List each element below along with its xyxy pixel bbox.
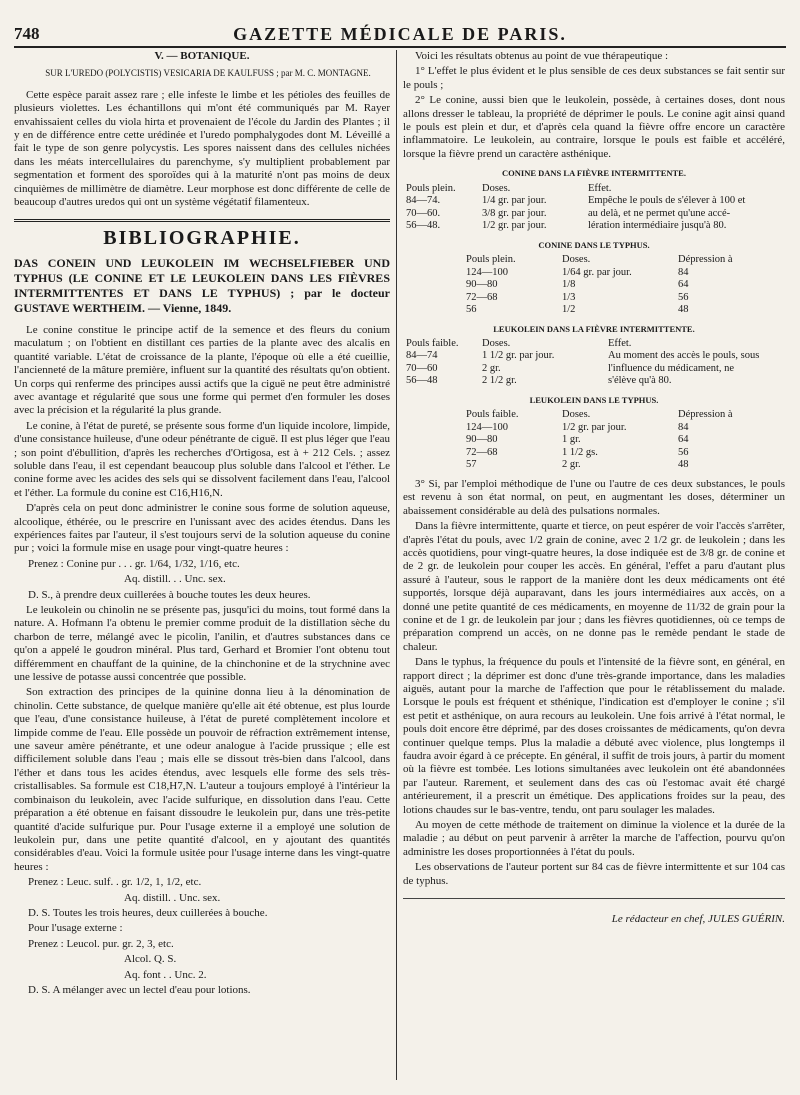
table-cell: 57: [466, 459, 477, 471]
editor-signature: Le rédacteur en chef, JULES GUÉRIN.: [611, 913, 785, 926]
table-title: LEUKOLEIN DANS LA FIÈVRE INTERMITTENTE.: [493, 323, 695, 334]
table-cell: 1/3: [562, 291, 576, 303]
page-header: [14, 24, 786, 48]
table-header: Pouls faible.: [466, 409, 519, 421]
table-row: [463, 304, 736, 317]
table-cell: 56: [678, 291, 689, 303]
table-title: LEUKOLEIN DANS LE TYPHUS.: [529, 394, 659, 405]
table-header-row: [403, 183, 748, 196]
botanique-paragraph: Cette espèce parait assez rare ; elle infeste le limbe et les pétioles des feuilles de plusieurs violettes. Les échantillons qui m'ont été communiqués par M. Rayer envahissaient celles du viola hirta et provenaient de l'école du Jardin des Plantes ; il y en de différence entre cette urédinée et l'uredo pomphalygodes dont M. Léveillé a fait le type de son genre polycystis. Les spores naissent dans des cellules nichées dans les méats intercellulaires du parenchyme, s'y multiplient probablement par segmentation et forment des sporoïdes qui à la maturité n'ont pas moins de deux cinquièmes de millimètre de diamètre. Leur morphose est donc différente de celle de beaucoup d'autres uredos qui ont un système végétatif filamenteux.: [14, 88, 390, 209]
double-rule: [14, 219, 390, 222]
table-cell: 72—68: [466, 291, 498, 303]
table-cell: 64: [678, 434, 689, 446]
table-cell: l'influence du médicament, ne: [608, 362, 735, 374]
table-row: [463, 447, 736, 460]
table-header-row: [403, 338, 762, 351]
table-header: Effet.: [588, 182, 612, 194]
prescription-line: Aq. distill. . . Unc. sex.: [124, 573, 226, 586]
table-cell: 84—74.: [406, 195, 441, 207]
paragraph: Dans la fièvre intermittente, quarte et tierce, on peut espérer de voir l'accès s'arrêter, d'après l'état du pouls, avec 1/2 grain de conine, avec 2 1/2 gr. de leukolein ; dans les accès quotidiens, pour vingt-quatre heures, la dose indiquée est de 3/8 gr. de conine et de 2 gr. de leukolein pour couper les accès. En général, l'effet a paru d'autant plus assuré à l'auteur, sous le rapport de la manière dont les deux médicaments ont été supportés, lorsque déjà auparavant, dans les jours intermédiaires aux accès, on a donné une petite quantité de ces médicaments, en moyenne de 11/32 de grain pour la conine et de 1 gr. de leukolein par jour ; dans les fièvres quotidiennes, où ce temps de préparation comprend un accès, on ne donne pas le remède pendant le stade de chaleur.: [403, 520, 785, 653]
table-row: [463, 422, 736, 435]
closing-rule: [403, 898, 785, 899]
paragraph: Le conine constitue le principe actif de la semence et des fleurs du conium maculatum ; on l'obtient en distillant ces parties de la plante avec des alcalis en quantité variable. L'état de croissance de la plante, l'époque où elle a été cueillie, l'ancienneté de la mâture première, influent sur la quantité des résultats qu'on obtient. Un corps qui renferme des principes aussi actifs que la ciguë ne peut être administré avec avantage et régularité que sous une forme qui permet d'en formuler les doses avec la précision et la régularité la plus grande.: [14, 323, 390, 417]
prescription-line: Prenez : Conine pur . . . gr. 1/64, 1/32, 1/16, etc.: [28, 557, 240, 570]
table-row: [463, 459, 736, 472]
table-cell: 3/8 gr. par jour.: [482, 207, 547, 219]
table-cell: 56: [678, 446, 689, 458]
table-row: [463, 279, 736, 292]
table-row: [403, 350, 762, 363]
prescription-line: D. S., à prendre deux cuillerées à bouche toutes les deux heures.: [28, 588, 311, 601]
table-cell: 1 gr.: [562, 434, 581, 446]
table-cell: 1 1/2 gr. par jour.: [482, 350, 555, 362]
prescription-line: D. S. A mélanger avec un lectel d'eau pour lotions.: [28, 983, 251, 996]
table-cell: Au moment des accès le pouls, sous: [608, 350, 760, 362]
page-number: 748: [14, 24, 40, 43]
table-cell: 2 gr.: [482, 362, 501, 374]
prescription-line: D. S. Toutes les trois heures, deux cuillerées à bouche.: [28, 906, 268, 919]
prescription-line: Aq. distill. . Unc. sex.: [124, 891, 221, 904]
table-row: [463, 292, 736, 305]
table-header-row: [463, 254, 736, 267]
journal-title: GAZETTE MÉDICALE DE PARIS.: [233, 24, 567, 44]
table-header-row: [463, 409, 736, 422]
table-cell: 56: [466, 304, 477, 316]
paragraph: Au moyen de cette méthode de traitement on diminue la violence et la durée de la maladie ; au début on peut parvenir à arrêter la marche de l'affection, pourvu qu'on administre les doses proportionnées à l'état du pouls.: [403, 819, 785, 858]
table-header: Doses.: [562, 254, 591, 266]
prescription-line: Prenez : Leucol. pur. gr. 2, 3, etc.: [28, 937, 174, 950]
table-row: [403, 363, 762, 376]
table-header: Pouls plein.: [466, 254, 516, 266]
table-cell: 1/8: [562, 279, 576, 291]
dose-table: [403, 323, 785, 388]
book-title: DAS CONEIN UND LEUKOLEIN IM WECHSELFIEBER UND TYPHUS (LE CONINE ET LE LEUKOLEIN DANS LES FIÈVRES INTERMITTENTES ET DANS LE TYPHUS) ; par le docteur GUSTAVE WERTHEIM. — Vienne, 1849.: [14, 255, 390, 315]
bibliography-heading: BIBLIOGRAPHIE.: [103, 227, 301, 250]
table-row: [403, 195, 748, 208]
column-divider: [396, 50, 397, 1080]
table-title: CONINE DANS LE TYPHUS.: [538, 239, 650, 250]
table-cell: 48: [678, 459, 689, 471]
table-cell: 84: [678, 421, 689, 433]
table-cell: 64: [678, 279, 689, 291]
table-cell: 1/2 gr. par jour.: [482, 220, 547, 232]
section-subtitle: SUR L'UREDO (POLYCISTIS) VESICARIA DE KAULFUSS ; par M. C. MONTAGNE.: [45, 68, 371, 79]
table-cell: 1 1/2 gs.: [562, 446, 598, 458]
table-header: Dépression à: [678, 409, 733, 421]
table-cell: 56—48.: [406, 220, 441, 232]
paragraph: Le conine, à l'état de pureté, se présente sous forme d'un liquide incolore, limpide, d'une consistance huileuse, d'une odeur pénétrante de ciguë. Il est plus léger que l'eau ; son point d'ébullition, d'après les recherches d'Ortigosa, est à + 212 Cels. ; assez soluble dans l'eau, il est cependant beaucoup plus soluble dans l'alcool et l'éther. Le conine forme avec les acides des sels qui se dissolvent facilement dans l'eau, l'alcool et l'éther. La formule du conine est C16,H16,N.: [14, 419, 390, 499]
table-cell: 84: [678, 266, 689, 278]
table-cell: 70—60: [406, 362, 438, 374]
table-header: Doses.: [482, 182, 511, 194]
table-row: [463, 434, 736, 447]
prescription-line: Prenez : Leuc. sulf. . gr. 1/2, 1, 1/2, etc.: [28, 876, 202, 889]
paragraph: D'après cela on peut donc administrer le conine sous forme de solution aqueuse, alcoolique, éthérée, ou le prescrire en l'unissant avec des acides étendus. Dans les expériences faites par l'auteur, il s'est toujours servi de la solution aqueuse du conine pur ; voici la formule mise en usage pour vingt-quatre heures :: [14, 502, 390, 555]
table-header: Effet.: [608, 337, 632, 349]
table-cell: 90—80: [466, 434, 498, 446]
table-cell: lération intermédiaire jusqu'à 80.: [588, 220, 727, 232]
paragraph: Les observations de l'auteur portent sur 84 cas de fièvre intermittente et sur 104 cas de typhus.: [403, 861, 785, 887]
table-header: Doses.: [562, 409, 591, 421]
table-cell: s'élève qu'à 80.: [608, 375, 672, 387]
table-cell: 2 1/2 gr.: [482, 375, 517, 387]
table-title: CONINE DANS LA FIÈVRE INTERMITTENTE.: [502, 168, 686, 179]
left-column: [14, 50, 390, 999]
table-cell: 1/4 gr. par jour.: [482, 195, 547, 207]
table-cell: 48: [678, 304, 689, 316]
table-cell: 70—60.: [406, 207, 441, 219]
table-header: Dépression à: [678, 254, 733, 266]
paragraph: 2° Le conine, aussi bien que le leukolein, possède, à certaines doses, dont nous allons dresser le tableau, la propriété de déprimer le pouls. Le conine agit ainsi quand le pouls est plein et dur, et d'après cela quand la fièvre offre encore un caractère inflammatoire. Le leukolein, au contraire, lorsque le pouls est faible et accéléré, lorsque la fièvre prend un caractère asthénique.: [403, 94, 785, 160]
table-cell: 56—48: [406, 375, 438, 387]
section-heading: V. — BOTANIQUE.: [154, 50, 250, 62]
paragraph: Dans le typhus, la fréquence du pouls et l'intensité de la fièvre sont, en général, en rapport direct ; la déprimer est donc d'une très-grande importance, dans les maladies aiguës, autant pour la marche de l'affection que pour le rétablissement du malade. Lorsque le pouls est fréquent et sthénique, l'indication est d'employer le conine ; s'il est petit et asthénique, on aura recours au leukolein. Une fois arrivé à l'état normal, le pouls doit encore être déprimé, par des doses croissantes de médicaments, qu'on devra continuer quelque temps. Plus la maladie a débuté avec violence, plus longtemps il faudra avoir égard à ce précepte. En général, il suffit de trois jours, à partir du moment où la fièvre est tombée. Les lotions simultanées avec leukolein ont été abandonnées par l'auteur. Rarement, et seulement dans des cas où l'estomac avait été chargé antérieurement, il a prescrit un émétique. Des applications froides sur la peau, des lotions chaudes sur le bas-ventre, tendu, ont paru soulager les malades.: [403, 656, 785, 816]
paragraph: Le leukolein ou chinolin ne se présente pas, jusqu'ici du moins, tout formé dans la nature. A. Hofmann l'a obtenu le premier comme produit de la distillation sèche du charbon de terre, mélangé avec le picolin, l'anilin, et d'autres substances dans ce qu'on a appelé le goudron minéral. Plus tard, Gerhard et Bromier l'ont obtenu tout différemment en chauffant de la quinine, de la chinchonine et de la strychnine avec une lessive de potasse aussi concentrée que possible.: [14, 604, 390, 684]
dose-table: [403, 394, 785, 472]
prescription-line: Pour l'usage externe :: [28, 922, 123, 935]
dose-table: [403, 239, 785, 317]
table-cell: 1/2: [562, 304, 576, 316]
table-cell: au delà, et ne permet qu'une accé-: [588, 207, 731, 219]
dose-table: [403, 167, 785, 232]
table-cell: 84—74: [406, 350, 438, 362]
table-header: Pouls faible.: [406, 337, 459, 349]
prescription-line: Alcol. Q. S.: [124, 953, 177, 966]
paragraph: Son extraction des principes de la quinine donna lieu à la dénomination de chinolin. Cette substance, de quelque manière qu'elle ait été obtenue, est plus lourde que l'eau, d'une consistance huileuse, à l'état de pureté complètement incolore et limpide comme de l'eau. Elle possède un pouvoir de réfraction extrêmement intense, une saveur amère pénétrante, et une odeur analogue à l'acide prussique ; elle est difficilement soluble dans l'eau ; mais elle se dissout très-bien dans l'alcool, dans l'éther et dans tous les acides étendus, avec lesquels elle forme des sels très-cristallisables. Sa formule est C18,H7,N. L'auteur a toujours employé à l'intérieur la combinaison du leukolein, avec l'acide sulfurique, en dissolution dans l'eau. Cette préparation a été obtenue en faisant dissoudre le leukolein pur, dans une très-petite quantité d'acide sulfurique pur. Pour l'usage externe il a employé une solution de leukolein pur, dans une petite quantité d'alcool, en y ajoutant des quantités considérables d'eau. Voici la formule usitée pour l'usage interne dans les vingt-quatre heures :: [14, 686, 390, 873]
table-cell: 2 gr.: [562, 459, 581, 471]
table-cell: 90—80: [466, 279, 498, 291]
paragraph: 1° L'effet le plus évident et le plus sensible de ces deux substances se fait sentir sur le pouls ;: [403, 65, 785, 91]
table-cell: 72—68: [466, 446, 498, 458]
prescription-line: Aq. font . . Unc. 2.: [124, 968, 207, 981]
right-column: [403, 50, 785, 928]
table-cell: 124—100: [466, 266, 508, 278]
table-cell: Empêche le pouls de s'élever à 100 et: [588, 195, 746, 207]
paragraph: 3° Si, par l'emploi méthodique de l'une ou l'autre de ces deux substances, le pouls est revenu à son état normal, on peut, en augmentant les doses, déterminer un abaissement considérable au delà des pulsations normales.: [403, 477, 785, 517]
table-row: [403, 208, 748, 221]
table-row: [463, 267, 736, 280]
table-row: [403, 220, 748, 233]
table-header: Doses.: [482, 337, 511, 349]
table-row: [403, 375, 762, 388]
table-header: Pouls plein.: [406, 182, 456, 194]
table-cell: 1/2 gr. par jour.: [562, 421, 627, 433]
table-cell: 124—100: [466, 421, 508, 433]
paragraph: Voici les résultats obtenus au point de vue thérapeutique :: [415, 50, 669, 62]
table-cell: 1/64 gr. par jour.: [562, 266, 632, 278]
